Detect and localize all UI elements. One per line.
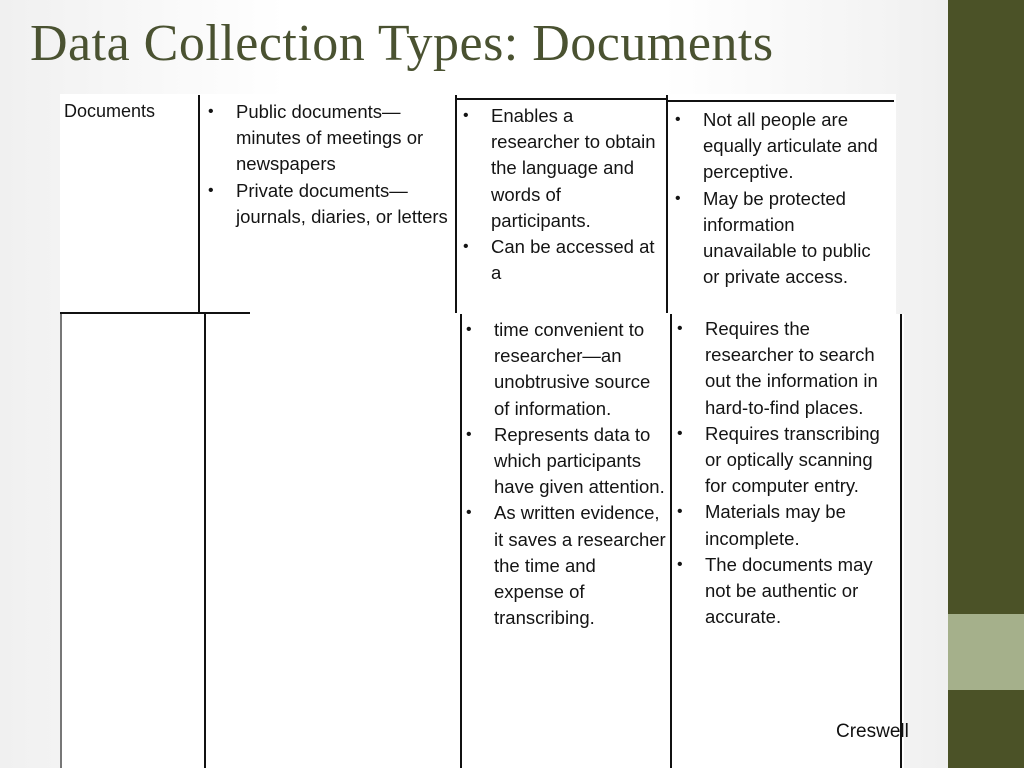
list-item: • Private documents—journals, diaries, or letters <box>204 178 450 230</box>
list-item: • Represents data to which participants have given attention. <box>462 422 666 501</box>
list-item: • As written evidence, it saves a researcher the time and expense of transcribing. <box>462 500 666 631</box>
list-item: • Requires transcribing or optically scanning for computer entry. <box>673 421 899 500</box>
advantages-list-bottom <box>462 317 666 631</box>
table-divider <box>204 314 206 768</box>
source-credit: Creswell <box>836 721 909 742</box>
sidebar-accent-light <box>948 614 1024 690</box>
options-list <box>204 99 450 230</box>
list-item: • Requires the researcher to search out the information in hard-to-find places. <box>673 316 899 421</box>
table-divider <box>666 95 668 313</box>
table-divider <box>670 314 672 768</box>
table-divider <box>198 95 200 313</box>
list-item: • Not all people are equally articulate and perceptive. <box>671 107 891 186</box>
table-divider <box>455 95 457 313</box>
table-rule <box>455 98 668 100</box>
limitations-list-top <box>671 107 891 290</box>
list-item: • Enables a researcher to obtain the language and words of participants. <box>459 103 659 234</box>
table-rule <box>60 312 250 314</box>
list-item: • Public documents—minutes of meetings or newspapers <box>204 99 450 178</box>
table-divider <box>60 314 62 768</box>
advantages-list-top <box>459 103 659 286</box>
row-label-documents: Documents <box>64 101 156 121</box>
limitations-list-bottom <box>673 316 899 630</box>
list-item: • The documents may not be authentic or accurate. <box>673 552 899 631</box>
list-item: • Can be accessed at a <box>459 234 659 286</box>
list-item: • time convenient to researcher—an unobtrusive source of information. <box>462 317 666 422</box>
slide-title: Data Collection Types: Documents <box>30 15 774 72</box>
table-divider <box>900 314 902 768</box>
list-item: • May be protected information unavailable to public or private access. <box>671 186 891 291</box>
list-item: • Materials may be incomplete. <box>673 499 899 551</box>
table-rule <box>668 100 894 102</box>
